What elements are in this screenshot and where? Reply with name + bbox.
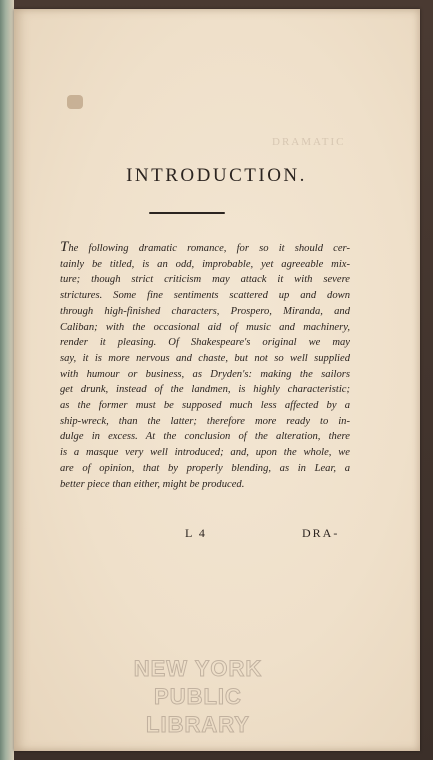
title-rule <box>149 212 225 214</box>
body-line-12: ship-wreck, than the latter; therefore more ready to in- <box>60 415 350 427</box>
introduction-body <box>60 240 350 492</box>
dropcap: T <box>60 239 69 255</box>
body-line-15: are of opinion, that by properly blending, as in Lear, a <box>60 462 350 474</box>
body-line-8: say, it is more nervous and chaste, but not so well supplied <box>60 352 350 364</box>
library-stamp <box>128 655 268 743</box>
body-line-5: through high-finished characters, Prospero, Miranda, and <box>60 305 350 317</box>
body-line-11: as the former must be supposed much less affected by a <box>60 400 350 412</box>
stamp-line-2: PUBLIC <box>154 684 242 709</box>
catchword: DRA- <box>302 526 340 540</box>
body-line-4: strictures. Some fine sentiments scattered up and down <box>60 290 350 302</box>
stamp-line-1: NEW YORK <box>133 656 263 681</box>
body-line-10: get drunk, instead of the landmen, is highly characteristic; <box>60 384 350 396</box>
body-line-1-text: he following dramatic romance, for so it should cer- <box>68 243 350 254</box>
body-line-2: tainly be titled, is an odd, improbable, yet agreeable mix- <box>60 258 350 270</box>
body-line-13: dulge in excess. At the conclusion of the alteration, there <box>60 431 350 443</box>
body-line-16: better piece than either, might be produced. <box>60 478 245 490</box>
show-through-heading: DRAMATIC <box>272 136 346 148</box>
body-line-7: render it pleasing. Of Shakespeare's original we may <box>60 337 350 349</box>
stamp-line-3: LIBRARY <box>146 712 250 737</box>
binding-strip <box>0 0 14 760</box>
paper-stain <box>67 95 83 109</box>
body-line-6: Caliban; with the occasional aid of music and machinery, <box>60 321 350 333</box>
page-title: INTRODUCTION. <box>126 165 307 186</box>
body-line-9: with humour or business, as Dryden's: making the sailors <box>60 368 350 380</box>
signature-mark: L 4 <box>185 526 207 540</box>
body-line-1 <box>60 240 350 257</box>
body-line-3: ture; though strict criticism may attack it with severe <box>60 274 350 286</box>
body-line-14: is a masque very well introduced; and, upon the whole, we <box>60 447 350 459</box>
